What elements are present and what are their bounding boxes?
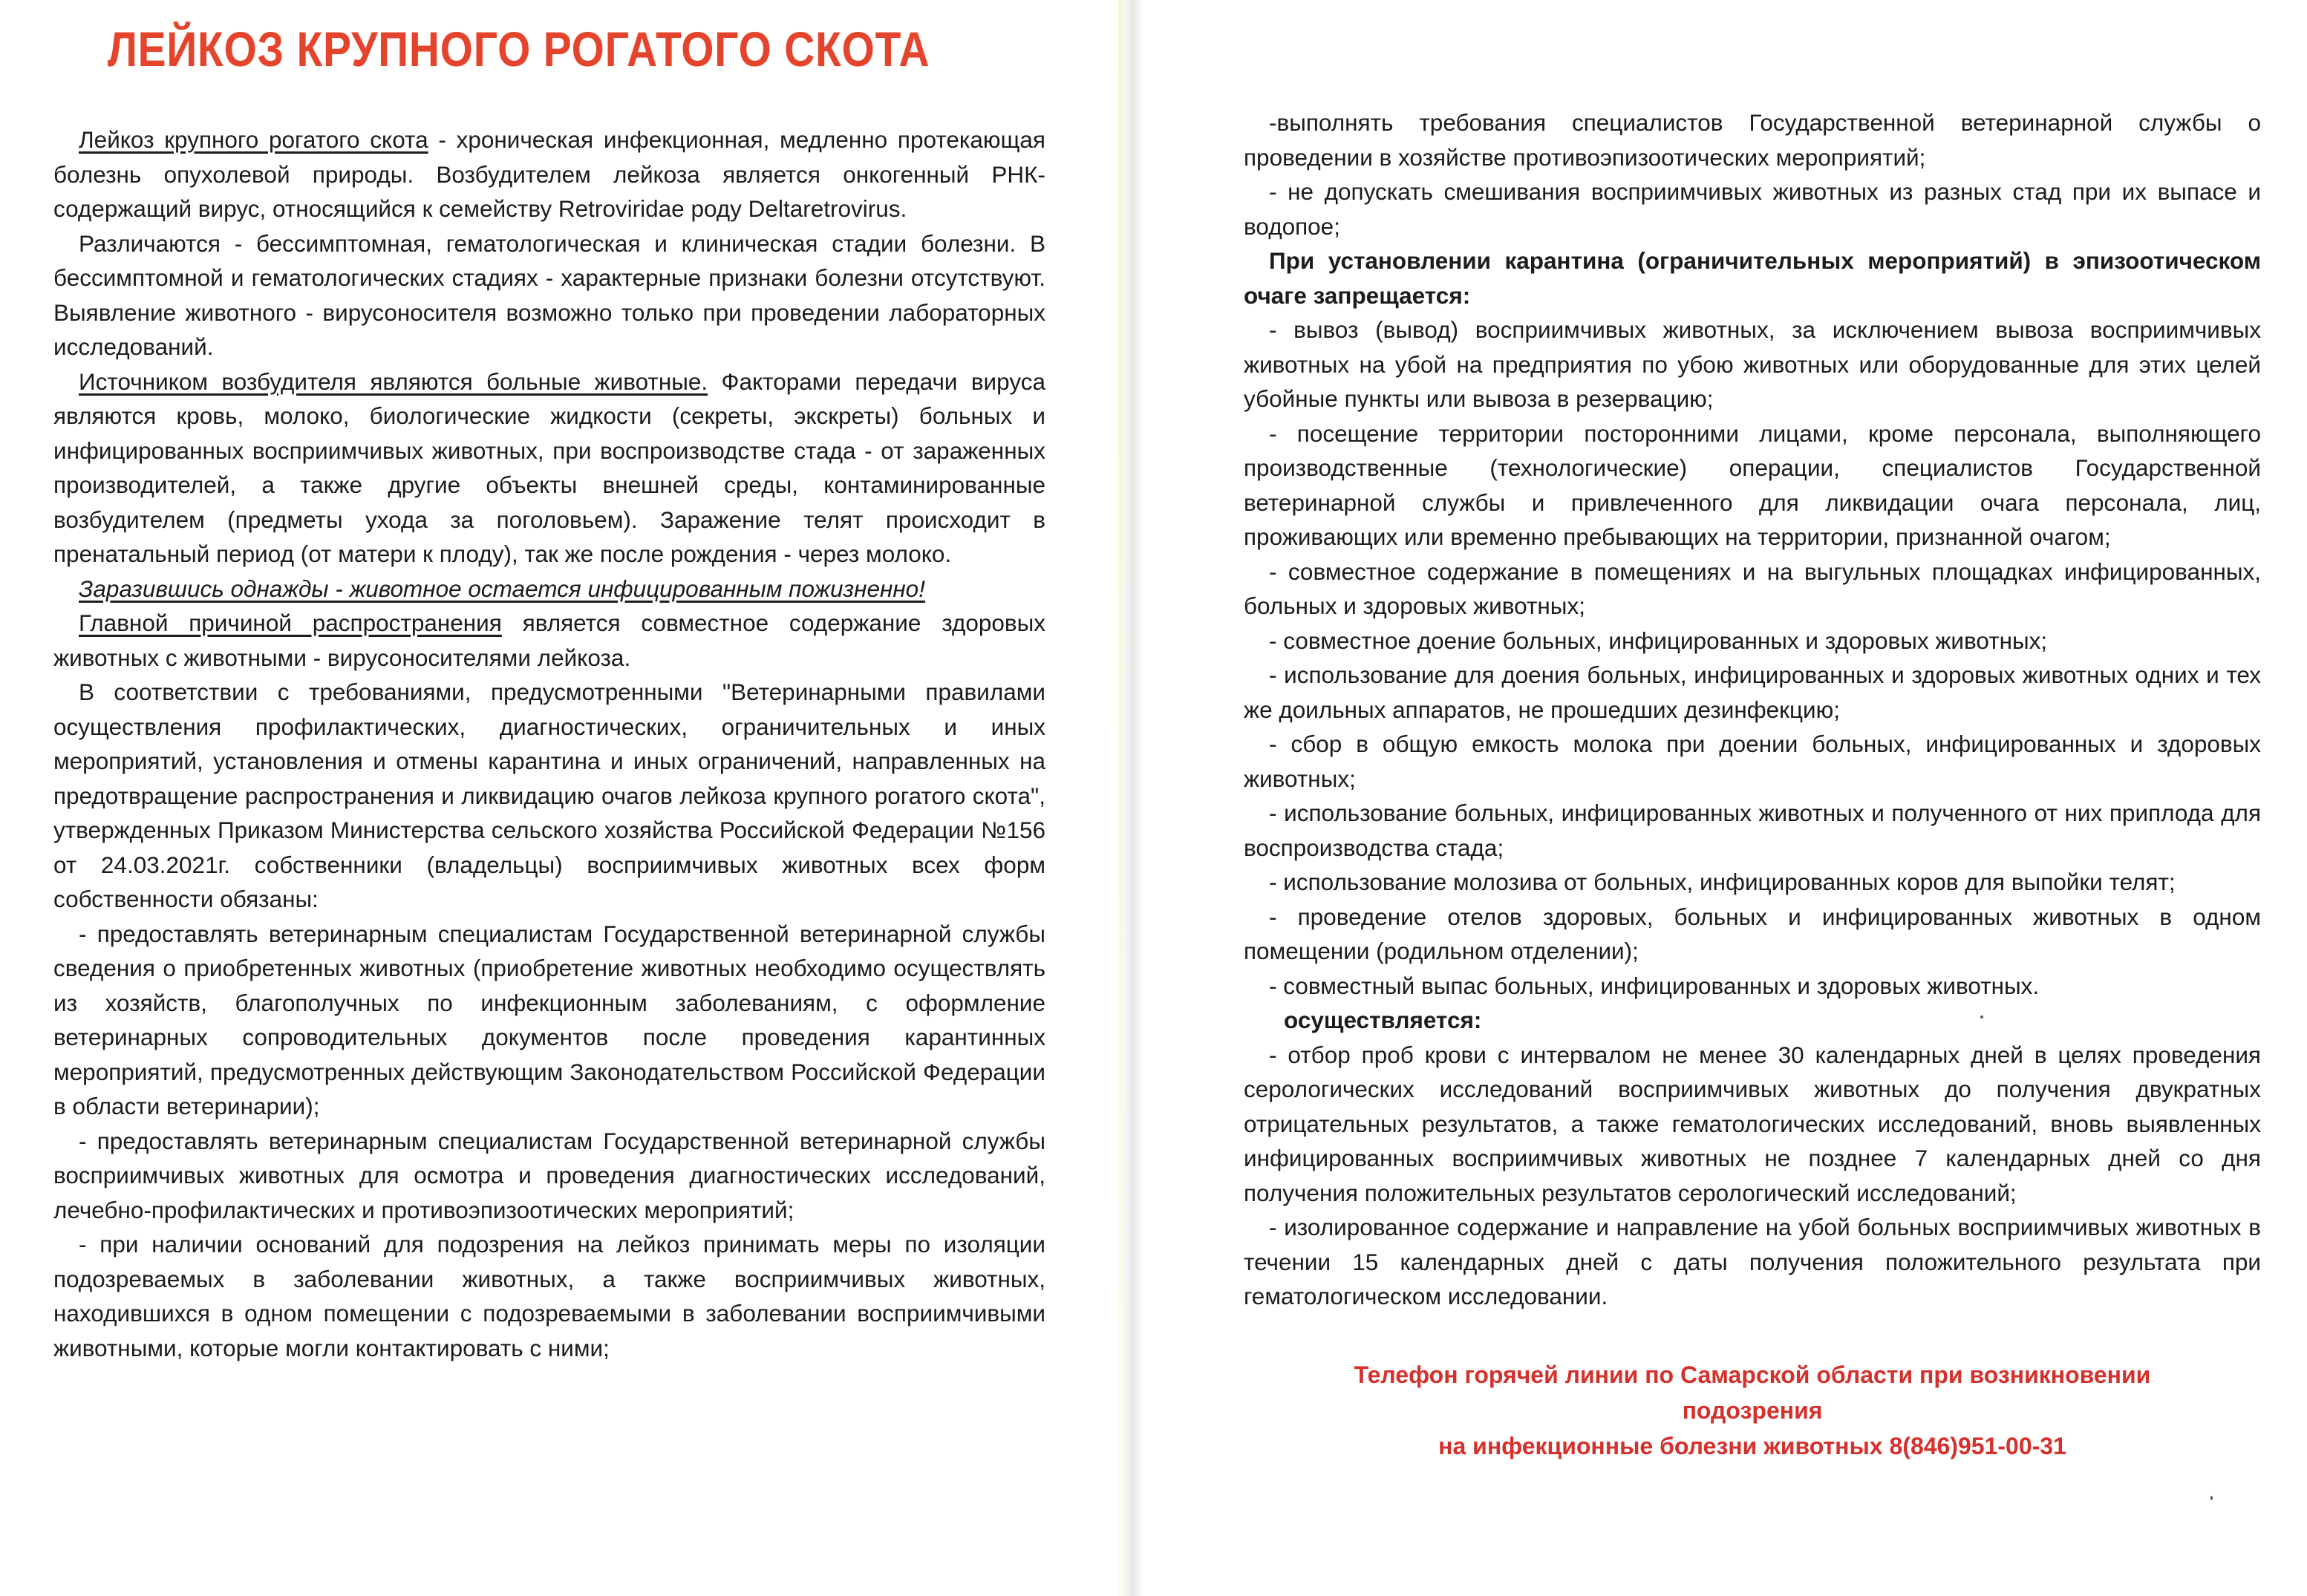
duty-item: -выполнять требования специалистов Государственной ветеринарной службы о проведении в хозяйстве противоэпизоотических мероприятий; bbox=[1244, 109, 2261, 171]
performed-item: - отбор проб крови с интервалом не менее 30 календарных дней в целях проведения серологических исследований восприимчивых животных до получения двукратных отрицательных результатов, а также гематологических исследований, вновь выявленных инфицированных восприимчивых животных не позднее 7 календарных дней со дня получения положительных результатов серологический исследований; bbox=[1244, 1041, 2261, 1206]
cause-paragraph bbox=[53, 606, 1045, 675]
right-page bbox=[1140, 0, 2307, 1596]
source-underlined-text: Источником возбудителя являются больные животные. bbox=[79, 367, 708, 395]
duty-item: - предоставлять ветеринарным специалистам Государственной ветеринарной службы сведения о приобретенных животных (приобретение животных необходимо осуществлять из хозяйств, благополучных по инфекционным заболеваниям, с оформление ветеринарных сопроводительных документов после проведения карантинных мероприятий, предусмотренных действующим Законодательством Российской Федерации в области ветеринарии); bbox=[53, 920, 1045, 1119]
quarantine-heading: При установлении карантина (ограничительных мероприятий) в эпизоотическом очаге запрещается: bbox=[1244, 247, 2261, 309]
right-text-column bbox=[1244, 105, 2261, 1314]
hotline-line-2: на инфекционные болезни животных 8(846)951-00-31 bbox=[1438, 1433, 2066, 1459]
prohibited-item: - использование для доения больных, инфицированных и здоровых животных одних и тех же доильных аппаратов, не прошедших дезинфекцию; bbox=[1244, 661, 2261, 723]
cause-underlined-text: Главной причиной распространения bbox=[79, 609, 502, 636]
duty-item: - при наличии оснований для подозрения на лейкоз принимать меры по изоляции подозреваемых в заболевании животных, а также восприимчивых животных, находившихся в одном помещении с подозреваемыми в заболевании восприимчивыми животными, которые могли контактировать с ними; bbox=[53, 1231, 1045, 1361]
prohibited-item: - совместное доение больных, инфицированных и здоровых животных; bbox=[1269, 627, 2048, 654]
prohibited-item: - сбор в общую емкость молока при доении больных, инфицированных и здоровых животных; bbox=[1244, 730, 2261, 792]
hotline-line-1: Телефон горячей линии по Самарской области при возникновении подозрения bbox=[1354, 1361, 2151, 1424]
page-title: ЛЕЙКОЗ КРУПНОГО РОГАТОГО СКОТА bbox=[108, 22, 930, 76]
performed-heading: осуществляется: bbox=[1284, 1007, 1482, 1033]
prohibited-item: - совместный выпас больных, инфицированных и здоровых животных. bbox=[1269, 972, 2040, 999]
performed-item: - изолированное содержание и направление на убой больных восприимчивых животных в течении 15 календарных дней с даты получения положительного результата при гематологическом исследовании. bbox=[1244, 1214, 2261, 1309]
intro-link-text: Лейкоз крупного рогатого скота bbox=[79, 126, 428, 153]
stages-paragraph: Различаются - бессимптомная, гематологическая и клиническая стадии болезни. В бессимптомной и гематологических стадиях - характерные признаки болезни отсутствуют. Выявление животного - вирусоносителя возможно только при проведении лабораторных исследований. bbox=[53, 229, 1045, 360]
prohibited-item: - посещение территории посторонними лицами, кроме персонала, выполняющего производственные (технологические) операции, специалистов Государственной ветеринарной службы и привлеченного для ликвидации очага персонала, лиц, проживающих или временно пребывающих на территории, признанной очагом; bbox=[1244, 419, 2261, 550]
prohibited-item: - использование больных, инфицированных животных и полученного от них приплода для воспроизводства стада; bbox=[1244, 799, 2261, 861]
rules-paragraph: В соответствии с требованиями, предусмотренными "Ветеринарными правилами осуществления профилактических, диагностических, ограничительных и иных мероприятий, установления и отмены карантина и иных ограничений, направленных на предотвращение распространения и ликвидацию очагов лейкоза крупного рогатого скота", утвержденных Приказом Министерства сельского хозяйства Российской Федерации №156 от 24.03.2021г. собственники (владельцы) восприимчивых животных всех форм собственности обязаны: bbox=[53, 678, 1045, 912]
prohibited-item: - использование молозива от больных, инфицированных коров для выпойки телят; bbox=[1269, 869, 2176, 895]
duty-item: - предоставлять ветеринарным специалистам Государственной ветеринарной службы восприимчивых животных для осмотра и проведения диагностических исследований, лечебно-профилактических и противоэпизоотических мероприятий; bbox=[53, 1127, 1045, 1223]
infected-note-text: Заразившись однажды - животное остается инфицированным пожизненно! bbox=[79, 575, 925, 602]
left-page bbox=[0, 0, 1121, 1596]
left-text-column bbox=[53, 122, 1045, 1365]
cause-rest-text: является совместное содержание здоровых животных с животными - вирусоносителями лейкоза. bbox=[53, 609, 1046, 671]
scan-speck bbox=[2210, 1496, 2213, 1500]
prohibited-item: - вывоз (вывод) восприимчивых животных, за исключением вывоза восприимчивых животных на убой на предприятия по убою животных или оборудованные для этих целей убойные пункты или вывоза в резервацию; bbox=[1244, 316, 2261, 412]
prohibited-item: - совместное содержание в помещениях и на выгульных площадках инфицированных, больных и здоровых животных; bbox=[1244, 557, 2261, 619]
intro-rest-text: - хроническая инфекционная, медленно протекающая болезнь опухолевой природы. Возбудителем лейкоза является онкогенный РНК-содержащий вирус, относящийся к семейству Retroviridae роду Deltaretrovirus. bbox=[53, 126, 1045, 222]
hotline-notice bbox=[1281, 1357, 2224, 1464]
scan-speck bbox=[1980, 1016, 1983, 1018]
duty-item: - не допускать смешивания восприимчивых животных из разных стад при их выпасе и водопое; bbox=[1244, 178, 2261, 240]
prohibited-item: - проведение отелов здоровых, больных и инфицированных животных в одном помещении (родильном отделении); bbox=[1244, 903, 2261, 964]
source-rest-text: Факторами передачи вируса являются кровь, молоко, биологические жидкости (секреты, экскреты) больных и инфицированных восприимчивых животных, при воспроизводстве стада - от зараженных производителей, а также другие объекты внешней среды, контаминированные возбудителем (предметы ухода за поголовьем). Заражение телят происходит в пренатальный период (от матери к плоду), так же после рождения - через молоко. bbox=[53, 367, 1045, 567]
source-paragraph bbox=[53, 364, 1045, 572]
intro-paragraph bbox=[53, 122, 1045, 226]
infected-note-paragraph bbox=[53, 572, 1045, 606]
